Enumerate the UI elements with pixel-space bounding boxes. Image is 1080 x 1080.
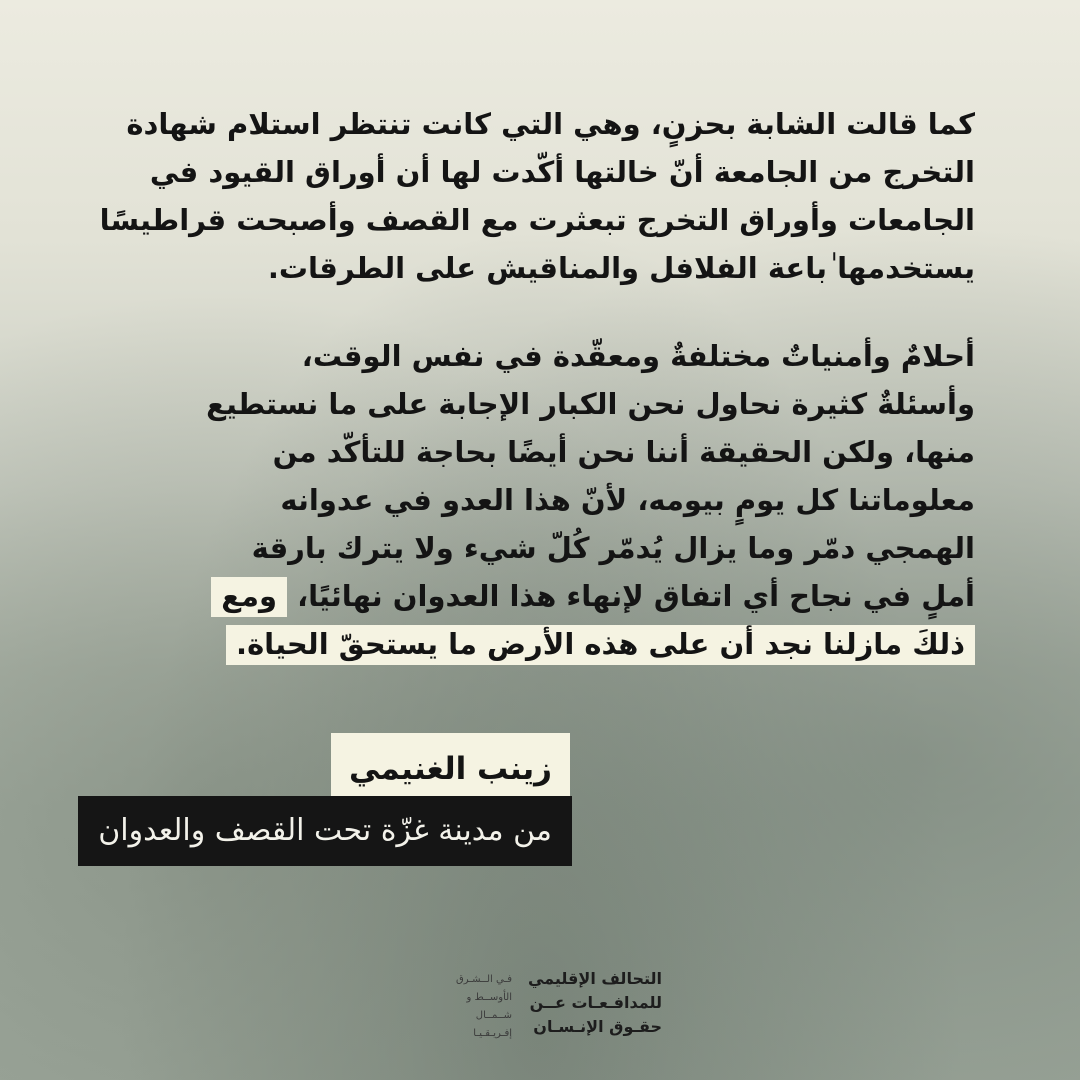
author-subtitle: من مدينة غزّة تحت القصف والعدوان	[78, 796, 572, 866]
paragraph-2-line: معلوماتنا كل يومٍ بيومه، لأنّ هذا العدو في عدوانه	[280, 483, 975, 517]
highlighted-text: ذلكَ مازلنا نجد أن على هذه الأرض ما يستحقّ الحياة.	[226, 625, 975, 665]
paragraph-2-line-7	[205, 620, 975, 668]
logo-main-line: التحالف الإقليمي	[527, 969, 662, 988]
logo-main-line: للمدافـعـات عــن	[529, 993, 662, 1012]
paragraph-2-line: وأسئلةٌ كثيرة نحاول نحن الكبار الإجابة على ما نستطيع	[206, 387, 975, 421]
paragraph-2-line-6	[205, 572, 975, 620]
paragraph-2-line-6-text: أملٍ في نجاح أي اتفاق لإنهاء هذا العدوان نهائيًا،	[297, 579, 975, 613]
logo-main-line: حقـوق الإنـسـان	[533, 1017, 662, 1036]
logo-sub-line: الأوســط و	[466, 992, 512, 1003]
highlighted-text: ومع	[211, 577, 287, 617]
logo-sub-line: شــمــال	[475, 1010, 512, 1021]
paragraph-2-line: الهمجي دمّر وما يزال يُدمّر كُلّ شيء ولا يترك بارقة	[251, 531, 975, 565]
organization-logo	[400, 968, 670, 1048]
logo-sub-line: إفـريـقـيـا	[473, 1028, 512, 1039]
paragraph-2-line: منها، ولكن الحقيقة أننا نحن أيضًا بحاجة للتأكّد من	[272, 435, 975, 469]
paragraph-2	[205, 332, 975, 668]
paragraph-2-line: أحلامٌ وأمنياتٌ مختلفةٌ ومعقّدة في نفس الوقت،	[301, 339, 975, 373]
paragraph-1: كما قالت الشابة بحزنٍ، وهي التي كانت تنتظر استلام شهادة التخرج من الجامعة أنّ خالتها أكّدت لها أن أوراق القيود في الجامعات وأوراق التخرج تبعثرت مع القصف وأصبحت قراطيسًا يستخدمها ٰباعة الفلافل والمناقيش على الطرقات.	[99, 107, 975, 285]
author-name: زينب الغنيمي	[331, 733, 570, 805]
logo-sub-line: فـي الــشـرق	[455, 974, 512, 985]
